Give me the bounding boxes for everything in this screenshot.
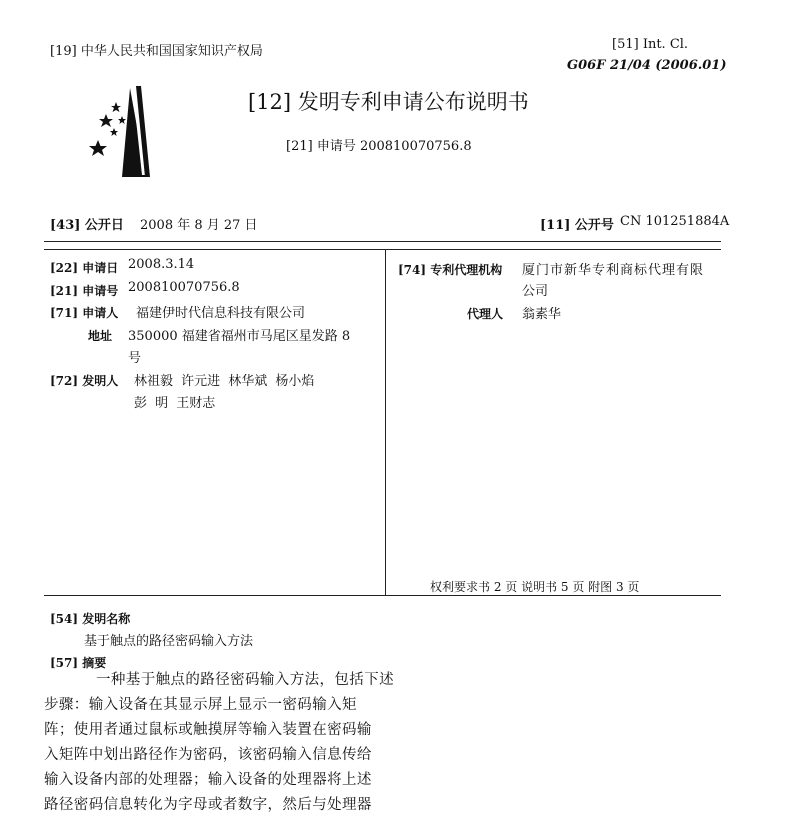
invention-title-label: [54] 发明名称 (50, 612, 131, 626)
application-number-line: [21] 申请号 200810070756.8 (286, 139, 472, 154)
abstract-line: 一种基于触点的路径密码输入方法，包括下述 (96, 672, 394, 688)
divider (44, 249, 721, 250)
agency-line-2: 公司 (522, 284, 549, 299)
address-line-1: 350000 福建省福州市马尾区星发路 8 (128, 329, 351, 344)
abstract-line: 路径密码信息转化为字母或者数字，然后与处理器 (44, 797, 372, 813)
publication-date-label: [43] 公开日 (50, 218, 124, 233)
divider (44, 595, 721, 596)
applicant: 福建伊时代信息科技有限公司 (136, 306, 306, 321)
application-number: 200810070756.8 (128, 280, 240, 295)
agency-label: [74] 专利代理机构 (398, 263, 503, 277)
int-cl-value: G06F 21/04 (2006.01) (567, 58, 727, 73)
inventors-line-1: 林祖毅 许元进 林华斌 杨小焰 (134, 374, 315, 389)
int-cl-label: [51] Int. Cl. (612, 37, 689, 52)
abstract-line: 步骤：输入设备在其显示屏上显示一密码输入矩 (44, 697, 357, 713)
filing-date: 2008.3.14 (128, 257, 195, 272)
column-divider (385, 249, 386, 595)
address-label: 地址 (88, 329, 113, 343)
abstract-line: 入矩阵中划出路径作为密码，该密码输入信息传给 (44, 747, 372, 763)
agent: 翁素华 (522, 307, 562, 322)
abstract-line: 输入设备内部的处理器；输入设备的处理器将上述 (44, 772, 372, 788)
publication-date: 2008 年 8 月 27 日 (140, 218, 258, 233)
office-name: [19] 中华人民共和国国家知识产权局 (50, 44, 263, 59)
doc-type-title: [12] 发明专利申请公布说明书 (248, 90, 529, 114)
inventors-line-2: 彭 明 王财志 (134, 396, 216, 411)
agent-label: 代理人 (467, 307, 504, 321)
inventors-label: [72] 发明人 (50, 374, 119, 388)
address-line-2: 号 (128, 351, 142, 366)
cnipa-logo (86, 82, 176, 177)
abstract-line: 阵；使用者通过鼠标或触摸屏等输入装置在密码输 (44, 722, 372, 738)
application-number-label: [21] 申请号 (50, 284, 119, 298)
divider (44, 241, 721, 242)
invention-title: 基于触点的路径密码输入方法 (84, 634, 254, 649)
applicant-label: [71] 申请人 (50, 306, 119, 320)
filing-date-label: [22] 申请日 (50, 261, 119, 275)
abstract-label: [57] 摘要 (50, 656, 107, 670)
publication-number-label: [11] 公开号 (540, 218, 614, 233)
publication-number: CN 101251884A (620, 214, 730, 229)
agency-line-1: 厦门市新华专利商标代理有限 (522, 263, 705, 278)
page-counts: 权利要求书 2 页 说明书 5 页 附图 3 页 (430, 580, 640, 594)
